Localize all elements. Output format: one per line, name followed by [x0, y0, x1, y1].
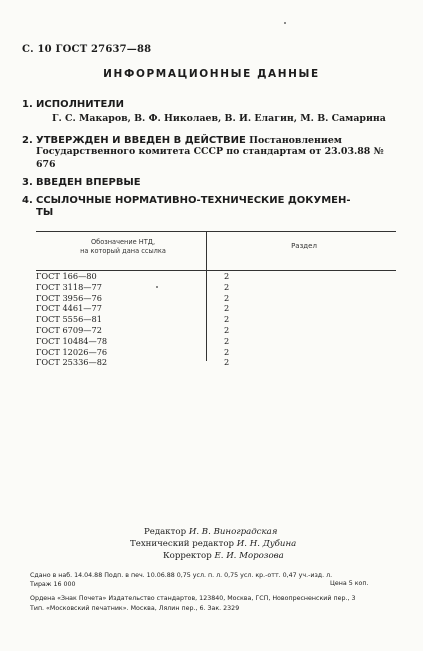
table-row: ГОСТ 25336—82 — [36, 357, 108, 368]
table-cell-section: 2 — [224, 281, 230, 292]
imprint-line-1: Сдано в наб. 14.04.88 Подп. в печ. 10.06.88 0,75 усл. п. л. 0,75 усл. кр.-отт. 0,47 уч.-изд. л. — [30, 572, 333, 579]
table-cell-section: 2 — [224, 357, 230, 368]
table-row: ГОСТ 6709—72 — [36, 324, 102, 335]
section-4-number: 4. — [22, 195, 33, 206]
table-cell-section: 2 — [224, 292, 230, 303]
corrector-name: Е. И. Морозова — [214, 551, 284, 561]
corrector-role: Корректор — [163, 551, 212, 561]
section-4 — [22, 194, 394, 207]
table-header-document — [44, 238, 202, 256]
section-4-continuation: ТЫ — [36, 207, 54, 218]
section-1-body: Г. С. Макаров, В. Ф. Николаев, В. И. Елагин, М. В. Самарина — [52, 113, 386, 124]
table-row: ГОСТ 3118—77 — [36, 281, 102, 292]
section-2-continuation: Государственного комитета СССР по стандартам от 23.03.88 № 676 — [36, 146, 384, 170]
section-3-number: 3. — [22, 177, 33, 188]
table-column-divider — [206, 231, 207, 361]
table-cell-section: 2 — [224, 324, 230, 335]
print-speck — [156, 286, 158, 288]
editor-role: Редактор — [144, 527, 187, 537]
section-4-heading: ССЫЛОЧНЫЕ НОРМАТИВНО-ТЕХНИЧЕСКИЕ ДОКУМЕН- — [36, 195, 351, 206]
page-header: С. 10 ГОСТ 27637—88 — [22, 44, 152, 55]
tech-editor-role: Технический редактор — [130, 539, 235, 549]
imprint-block — [30, 572, 332, 589]
table-cell-section: 2 — [224, 346, 230, 357]
printer-block — [30, 594, 356, 613]
section-3 — [22, 176, 394, 189]
table-row: ГОСТ 4461—77 — [36, 303, 102, 314]
table-header-document-line-2: на который дана ссылка — [80, 247, 166, 255]
table-cell-section: 2 — [224, 335, 230, 346]
section-2-rest: Постановлением — [245, 135, 342, 146]
tech-editor-name: И. Н. Дубина — [236, 539, 297, 549]
table-document-column — [36, 271, 107, 368]
section-3-heading: ВВЕДЕН ВПЕРВЫЕ — [36, 177, 141, 188]
page-title: ИНФОРМАЦИОННЫЕ ДАННЫЕ — [103, 68, 320, 80]
table-cell-section: 2 — [224, 314, 230, 325]
table-row: ГОСТ 10484—78 — [36, 335, 108, 346]
tech-editor-line — [130, 538, 296, 550]
price-label: Цена 5 коп. — [330, 580, 369, 587]
table-row: ГОСТ 3956—76 — [36, 292, 102, 303]
table-section-column — [224, 271, 229, 368]
table-row: ГОСТ 166—80 — [36, 271, 97, 281]
table-header-section: Раздел — [291, 242, 317, 250]
section-2-heading: УТВЕРЖДЕН И ВВЕДЕН В ДЕЙСТВИЕ — [36, 135, 246, 146]
table-top-rule — [36, 231, 396, 232]
section-1-heading: ИСПОЛНИТЕЛИ — [36, 99, 124, 110]
table-header-document-line-1: Обозначение НТД, — [90, 238, 156, 246]
corrector-line — [163, 550, 284, 562]
table-cell-section: 2 — [224, 303, 230, 314]
editor-name: И. В. Виноградская — [188, 527, 278, 537]
printer-line-2: Тип. «Московский печатник». Москва, Лялин пер., 6. Зак. 2329 — [30, 604, 240, 612]
imprint-line-2: Тираж 16 000 — [30, 580, 76, 588]
table-row: ГОСТ 5556—81 — [36, 314, 102, 325]
table-row: ГОСТ 12026—76 — [36, 346, 108, 357]
printer-line-1: Ордена «Знак Почета» Издательство стандартов, 123840, Москва, ГСП, Новопресненский пер., 3 — [30, 595, 356, 602]
table-cell-section: 2 — [224, 271, 230, 281]
section-1 — [22, 98, 394, 111]
editor-line — [144, 526, 277, 538]
section-2-number: 2. — [22, 135, 33, 146]
section-1-number: 1. — [22, 99, 33, 110]
print-speck — [284, 22, 286, 24]
